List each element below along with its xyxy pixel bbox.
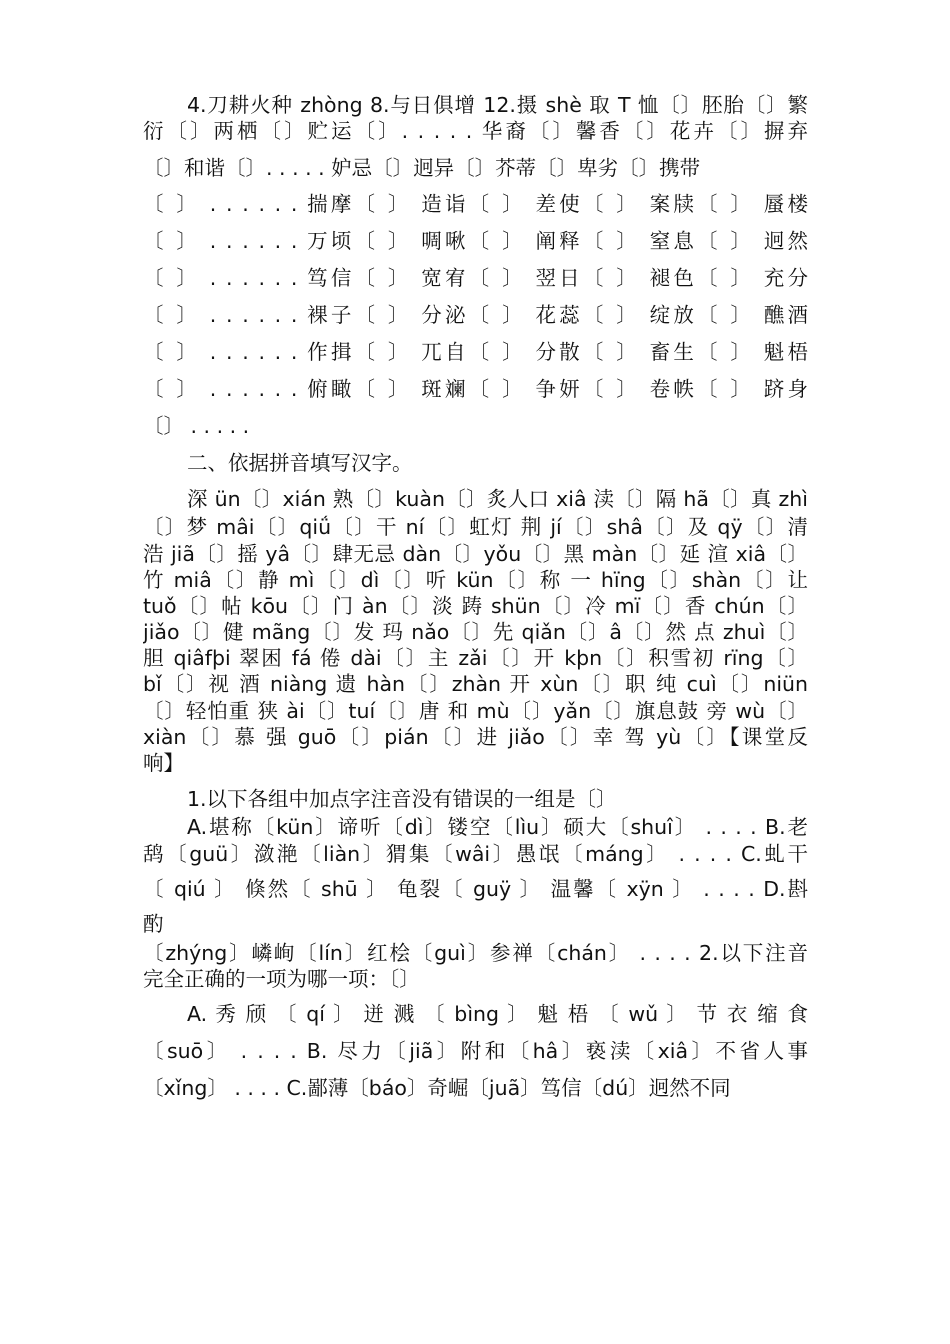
text-line: 〔〕和谐〔〕. . . . . 妒忌〔〕迥异〔〕芥蒂〔〕卑劣〔〕携带	[143, 156, 701, 180]
text-line: 〔suō〕 . . . . B. 尽力〔jiã〕附和〔hâ〕亵渎〔xiâ〕不省人事	[143, 1039, 808, 1063]
text-line: 〔 〕 . . . . . . 笃信〔 〕 宽宥〔 〕 翌日〔 〕 褪色〔 〕 充分	[143, 266, 808, 290]
text-line: 〔zhýng〕嶙峋〔lín〕红桧〔guì〕参禅〔chán〕 . . . . 2.以下注音	[143, 941, 808, 965]
text-line: bǐ〔〕视 酒 niàng 遗 hàn〔〕zhàn 开 xùn〔〕职 纯 cuì〔〕niün	[143, 672, 808, 696]
text-line: 〔〕 . . . . .	[143, 414, 250, 438]
text-line: A.堪称〔kün〕谛听〔dì〕镂空〔lìu〕硕大〔shuî〕 . . . . B.老	[187, 815, 808, 839]
text-line: 胆 qiâfþi 翠困 fá 倦 dài〔〕主 zǎi〔〕开 kþn〔〕积雪初 rïng〔〕	[143, 646, 808, 670]
text-line: 4.刀耕火种 zhòng 8.与日俱增 12.摄 shè 取 T 恤〔〕胚胎〔〕繁	[187, 93, 808, 117]
text-line: A. 秀 颀 〔 qí 〕 迸 溅 〔 bìng 〕 魁 梧 〔 wǔ 〕 节 衣 缩 食	[187, 1002, 808, 1026]
text-line: 〔 〕 . . . . . . 裸子〔 〕 分泌〔 〕 花蕊〔 〕 绽放〔 〕 醮酒	[143, 303, 808, 327]
text-line: 〔 〕 . . . . . . 揣摩〔 〕 造诣〔 〕 差使〔 〕 案牍〔 〕 蜃楼	[143, 192, 808, 216]
text-line: 〔xǐng〕 . . . . C.鄙薄〔báo〕奇崛〔juã〕笃信〔dú〕迥然不同	[143, 1076, 731, 1100]
text-line: 〔〕梦 mâi〔〕qiǘ〔〕干 ní〔〕虹灯 荆 jí〔〕shâ〔〕及 qÿ〔〕清	[143, 515, 808, 539]
text-line: 〔 qiú 〕 倏然〔 shū 〕 龟裂〔 guÿ 〕 温馨〔 xÿn 〕 . . . . D.斟	[143, 877, 808, 901]
text-line: 深 ün〔〕xián 熟〔〕kuàn〔〕炙人口 xiâ 渎〔〕隔 hã〔〕真 zhì	[187, 487, 808, 511]
text-line: 衍〔〕两栖〔〕贮运〔〕. . . . . 华裔〔〕馨香〔〕花卉〔〕摒弃	[143, 119, 808, 143]
question-1: 1.以下各组中加点字注音没有错误的一组是〔〕	[187, 787, 617, 811]
text-line: 鸹〔guü〕潋滟〔liàn〕猬集〔wâi〕愚氓〔máng〕 . . . . C.虬干	[143, 842, 808, 866]
text-line: jiǎo〔〕健 mãng〔〕发 玛 nǎo〔〕先 qiǎn〔〕â〔〕然 点 zhuì〔〕	[143, 620, 808, 644]
text-line: 竹 miâ〔〕静 mì〔〕dì〔〕听 kün〔〕称 一 hïng〔〕shàn〔〕让	[143, 568, 808, 592]
text-line: 浩 jiã〔〕摇 yâ〔〕肆无忌 dàn〔〕yǒu〔〕黑 màn〔〕延 渲 xiâ〔〕	[143, 542, 808, 566]
text-line: 响】	[143, 751, 184, 775]
text-line: 酌	[143, 912, 164, 936]
text-line: 完全正确的一项为哪一项：〔〕	[143, 967, 420, 991]
text-line: 〔 〕 . . . . . . 万顷〔 〕 啁啾〔 〕 阐释〔 〕 窒息〔 〕 迥然	[143, 229, 808, 253]
text-line: 〔〕轻怕重 狭 ài〔〕tuí〔〕唐 和 mù〔〕yǎn〔〕旗息鼓 旁 wù〔〕	[143, 699, 808, 723]
text-line: xiàn〔〕慕 强 guō〔〕pián〔〕进 jiǎo〔〕幸 驾 yù〔〕【课堂反	[143, 725, 808, 749]
text-line: 〔 〕 . . . . . . 俯瞰〔 〕 斑斓〔 〕 争妍〔 〕 卷帙〔 〕 跻身	[143, 377, 808, 401]
text-line: 〔 〕 . . . . . . 作揖〔 〕 兀自〔 〕 分散〔 〕 畜生〔 〕 魁梧	[143, 340, 808, 364]
text-line: tuǒ〔〕帖 kōu〔〕门 àn〔〕淡 踌 shün〔〕冷 mï〔〕香 chún〔〕	[143, 594, 808, 618]
section-heading: 二、依据拼音填写汉字。	[187, 451, 413, 475]
